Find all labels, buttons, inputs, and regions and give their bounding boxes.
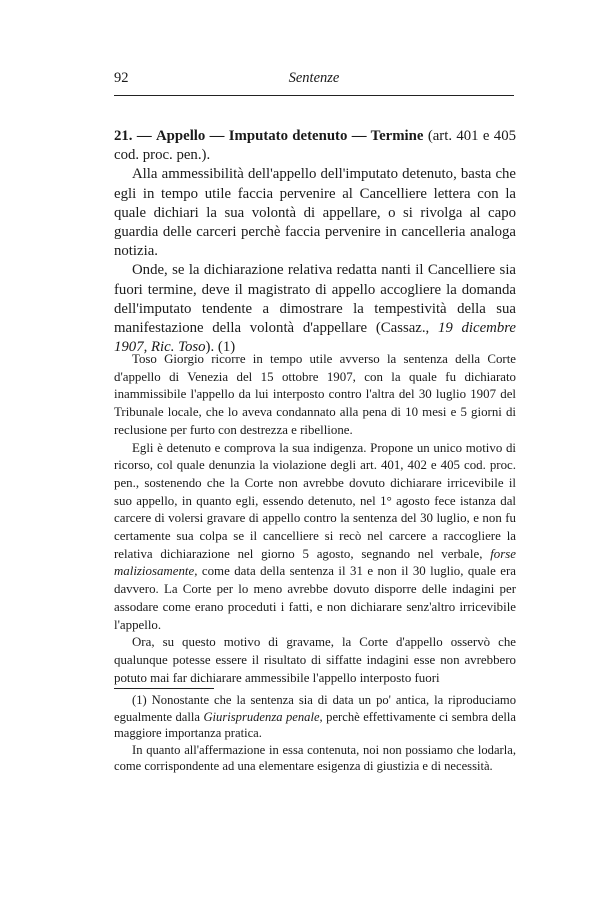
decision-text — [114, 351, 516, 687]
maxim-paragraph-1: Alla ammessibilità dell'appello dell'imputato detenuto, basta che egli in tempo utile faccia pervenire al Cancelliere lettera con la quale dichiari la sua volontà di appellare, o si rivolga al capo guardia delle carceri perchè faccia pervenire in cancelleria analoga notizia. — [114, 166, 516, 260]
body-paragraph-2-a: Egli è detenuto e comprova la sua indigenza. Propone un unico motivo di ricorso, col quale denunzia la violazione degli art. 401, 402 e 405 cod. proc. pen., sostenendo che la Corte non avrebbe dovuto dichiarare irricevibile il suo appello, in quanto egli, essendo detenuto, nel 1° agosto fece istanza dal carcere di volersi gravare di appello contro la sentenza del 30 luglio, e non fu certamente sua colpa se il cancelliere si recò nel carcere a raccogliere la relativa dichiarazione nel giorno 5 agosto, segnando nel verbale, — [114, 440, 516, 561]
footnote-italic: Giurisprudenza penale, — [203, 709, 323, 724]
citation-date: 19 dicembre 1907, — [114, 320, 516, 356]
header-rule — [114, 95, 514, 96]
case-keywords: Appello — Imputato detenuto — Termine — [155, 128, 424, 144]
case-reference: (art. 401 e 405 cod. proc. pen.). — [114, 128, 517, 164]
maxim-paragraph-2-text: Onde, se la dichiarazione relativa redatta nanti il Cancelliere sia fuori termine, deve il magistrato di appello accogliere la domanda dell'imputato tendente a dimostrare la tempestività della sua manifestazione della volontà d'appellare — [114, 262, 516, 337]
citation-court: (Cassaz., — [375, 320, 430, 337]
footnote-rule — [114, 688, 214, 689]
case-dash: — — [136, 128, 152, 144]
footnote-paragraph-1-a: Nonostante che la sentenza sia di data un po' antica, la riproduciamo egualmente dalla — [114, 693, 516, 724]
footnote — [114, 692, 516, 775]
citation-case: Ric. Toso — [151, 339, 206, 356]
footnote-paragraph-1-b: perchè effettivamente ci sembra della maggiore importanza pratica. — [114, 709, 516, 741]
footnote-marker: (1) — [132, 693, 147, 707]
case-heading — [114, 127, 516, 165]
running-title: Sentenze — [288, 70, 340, 86]
page-number: 92 — [114, 70, 129, 86]
case-number: 21. — [114, 128, 133, 144]
body-paragraph-2-b: come data della sentenza il 31 e non il 30 luglio, quale era davvero. La Corte per lo meno avrebbe dovuto disporre delle indagini per assodare come erano proceduti i fatti, e non dichiarare senz'altro irricevibile l'appello. — [114, 564, 516, 632]
citation-close: ). — [205, 339, 215, 356]
case-summary — [114, 127, 516, 357]
body-paragraph-2 — [114, 440, 516, 635]
footnote-paragraph-2: In quanto all'affermazione in essa contenuta, noi non possiamo che lodarla, come corrispondente ad una elementare esigenza di giustizia e di necessità. — [114, 742, 516, 774]
footnote-paragraph-1 — [114, 692, 516, 742]
body-paragraph-1: Toso Giorgio ricorre in tempo utile avverso la sentenza della Corte d'appello di Venezia del 15 ottobre 1907, con la quale fu dichiarato inammissibile l'appello da lui interposto contro l'altra del 30 luglio 1907 del Tribunale locale, che lo aveva condannato alla pena di 10 mesi e 5 giorni di reclusione per furto con destrezza e ribellione. — [114, 352, 516, 437]
maxim-paragraph-2 — [114, 261, 516, 357]
body-paragraph-3: Ora, su questo motivo di gravame, la Corte d'appello osservò che qualunque potesse essere il risultato di siffatte indagini esse non avrebbero potuto mai far dichiarare ammessibile l'appello interposto fuori — [114, 635, 516, 685]
body-paragraph-2-italic: forse maliziosamente, — [114, 546, 516, 579]
footnote-reference: (1) — [217, 339, 236, 356]
